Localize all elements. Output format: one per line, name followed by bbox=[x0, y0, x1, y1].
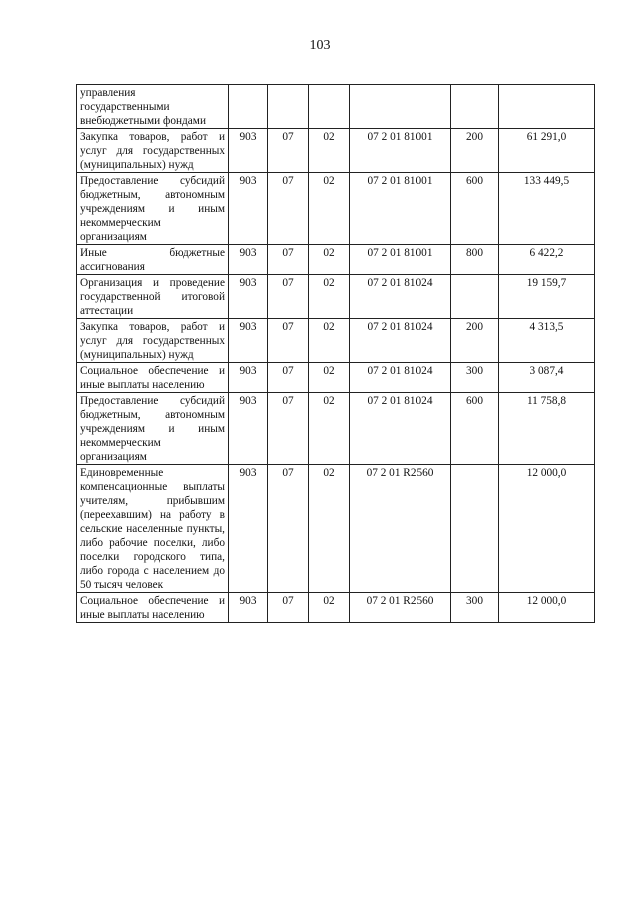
row-name-cell: управления государственными внебюджетными фондами bbox=[77, 85, 229, 129]
amount-cell: 133 449,5 bbox=[499, 173, 595, 245]
amount-cell: 11 758,8 bbox=[499, 393, 595, 465]
subsection-code-cell: 02 bbox=[309, 393, 350, 465]
expense-type-cell: 300 bbox=[451, 363, 499, 393]
ved-code-cell: 903 bbox=[229, 593, 268, 623]
table-row bbox=[77, 593, 595, 623]
target-article-cell: 07 2 01 R2560 bbox=[350, 465, 451, 593]
subsection-code-cell: 02 bbox=[309, 173, 350, 245]
subsection-code-cell: 02 bbox=[309, 275, 350, 319]
section-code-cell: 07 bbox=[268, 173, 309, 245]
section-code-cell: 07 bbox=[268, 129, 309, 173]
section-code-cell: 07 bbox=[268, 245, 309, 275]
budget-table bbox=[76, 84, 595, 623]
ved-code-cell: 903 bbox=[229, 173, 268, 245]
expense-type-cell: 600 bbox=[451, 393, 499, 465]
ved-code-cell bbox=[229, 85, 268, 129]
amount-cell: 4 313,5 bbox=[499, 319, 595, 363]
subsection-code-cell: 02 bbox=[309, 319, 350, 363]
ved-code-cell: 903 bbox=[229, 363, 268, 393]
target-article-cell bbox=[350, 85, 451, 129]
amount-cell: 6 422,2 bbox=[499, 245, 595, 275]
expense-type-cell bbox=[451, 275, 499, 319]
row-name-cell: Социальное обеспечение и иные выплаты населению bbox=[77, 593, 229, 623]
expense-type-cell bbox=[451, 85, 499, 129]
amount-cell: 19 159,7 bbox=[499, 275, 595, 319]
amount-cell: 12 000,0 bbox=[499, 593, 595, 623]
expense-type-cell: 200 bbox=[451, 319, 499, 363]
expense-type-cell bbox=[451, 465, 499, 593]
section-code-cell: 07 bbox=[268, 593, 309, 623]
table-row bbox=[77, 129, 595, 173]
ved-code-cell: 903 bbox=[229, 319, 268, 363]
ved-code-cell: 903 bbox=[229, 465, 268, 593]
table-row bbox=[77, 393, 595, 465]
ved-code-cell: 903 bbox=[229, 393, 268, 465]
table-row bbox=[77, 173, 595, 245]
table-row bbox=[77, 319, 595, 363]
subsection-code-cell: 02 bbox=[309, 129, 350, 173]
target-article-cell: 07 2 01 R2560 bbox=[350, 593, 451, 623]
table-row bbox=[77, 363, 595, 393]
target-article-cell: 07 2 01 81024 bbox=[350, 393, 451, 465]
amount-cell: 3 087,4 bbox=[499, 363, 595, 393]
row-name-cell: Единовременные компенсационные выплаты учителям, прибывшим (переехавшим) на работу в сельские населенные пункты, либо рабочие поселки, либо поселки городского типа, либо города с населением до 50 тысяч человек bbox=[77, 465, 229, 593]
expense-type-cell: 600 bbox=[451, 173, 499, 245]
section-code-cell: 07 bbox=[268, 465, 309, 593]
subsection-code-cell: 02 bbox=[309, 245, 350, 275]
amount-cell bbox=[499, 85, 595, 129]
subsection-code-cell: 02 bbox=[309, 363, 350, 393]
row-name-cell: Социальное обеспечение и иные выплаты населению bbox=[77, 363, 229, 393]
subsection-code-cell: 02 bbox=[309, 593, 350, 623]
target-article-cell: 07 2 01 81001 bbox=[350, 129, 451, 173]
row-name-cell: Закупка товаров, работ и услуг для государственных (муниципальных) нужд bbox=[77, 319, 229, 363]
section-code-cell: 07 bbox=[268, 275, 309, 319]
ved-code-cell: 903 bbox=[229, 275, 268, 319]
amount-cell: 61 291,0 bbox=[499, 129, 595, 173]
row-name-cell: Предоставление субсидий бюджетным, автономным учреждениям и иным некоммерческим организациям bbox=[77, 173, 229, 245]
row-name-cell: Иные бюджетные ассигнования bbox=[77, 245, 229, 275]
section-code-cell: 07 bbox=[268, 393, 309, 465]
target-article-cell: 07 2 01 81024 bbox=[350, 319, 451, 363]
table-row bbox=[77, 245, 595, 275]
section-code-cell: 07 bbox=[268, 319, 309, 363]
budget-table-body bbox=[77, 85, 595, 623]
section-code-cell: 07 bbox=[268, 363, 309, 393]
subsection-code-cell bbox=[309, 85, 350, 129]
target-article-cell: 07 2 01 81001 bbox=[350, 173, 451, 245]
row-name-cell: Организация и проведение государственной итоговой аттестации bbox=[77, 275, 229, 319]
expense-type-cell: 800 bbox=[451, 245, 499, 275]
expense-type-cell: 200 bbox=[451, 129, 499, 173]
ved-code-cell: 903 bbox=[229, 129, 268, 173]
ved-code-cell: 903 bbox=[229, 245, 268, 275]
table-row bbox=[77, 275, 595, 319]
row-name-cell: Предоставление субсидий бюджетным, автономным учреждениям и иным некоммерческим организациям bbox=[77, 393, 229, 465]
target-article-cell: 07 2 01 81024 bbox=[350, 363, 451, 393]
row-name-cell: Закупка товаров, работ и услуг для государственных (муниципальных) нужд bbox=[77, 129, 229, 173]
page-number: 103 bbox=[309, 38, 331, 53]
target-article-cell: 07 2 01 81001 bbox=[350, 245, 451, 275]
table-row bbox=[77, 85, 595, 129]
table-row bbox=[77, 465, 595, 593]
target-article-cell: 07 2 01 81024 bbox=[350, 275, 451, 319]
expense-type-cell: 300 bbox=[451, 593, 499, 623]
subsection-code-cell: 02 bbox=[309, 465, 350, 593]
amount-cell: 12 000,0 bbox=[499, 465, 595, 593]
section-code-cell bbox=[268, 85, 309, 129]
